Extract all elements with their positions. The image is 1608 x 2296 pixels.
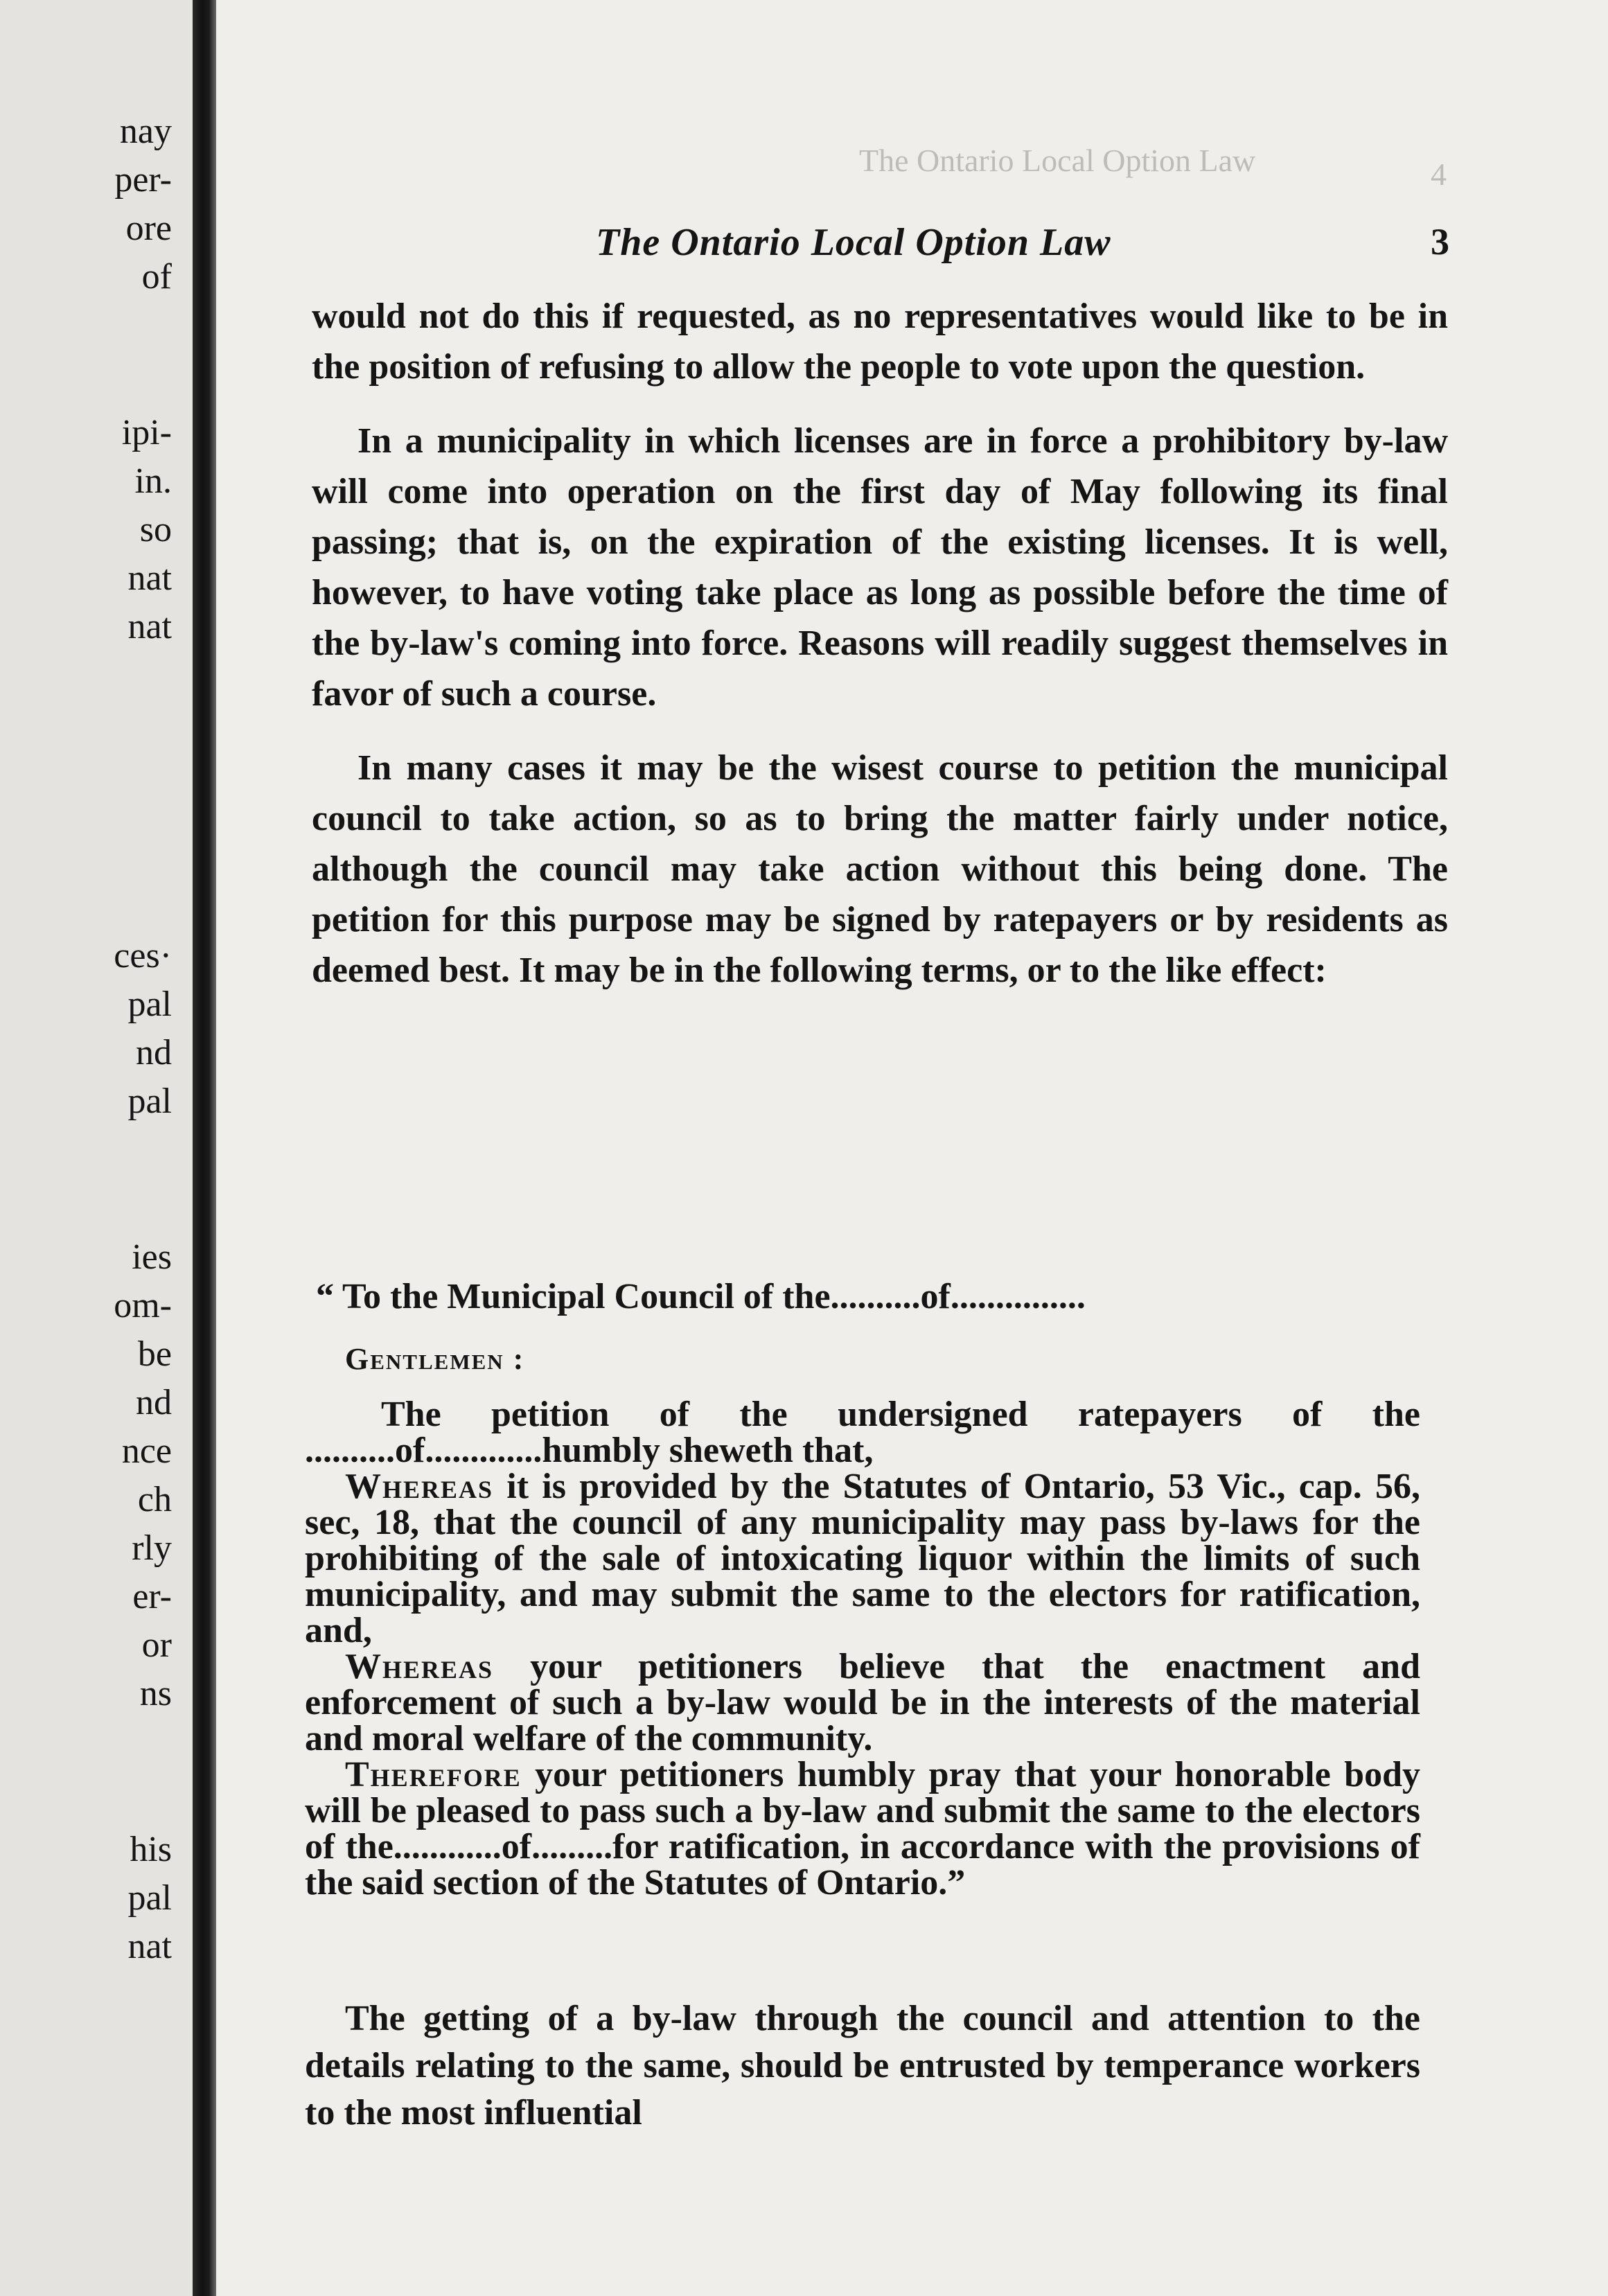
paragraph: The getting of a by-law through the council and attention to the details relating to the same, should be entrusted by temperance workers to the most influential <box>305 1999 1420 2132</box>
previous-page-fragment: om- <box>114 1286 172 1325</box>
previous-page-fragment: be <box>137 1334 172 1374</box>
previous-page-edge <box>0 0 193 2296</box>
clause-text: your petitioners believe that the enactment and enforcement of such a by-law would be in the interests of the material and moral welfare of the community. <box>305 1647 1420 1758</box>
previous-page-fragment: nce <box>121 1431 172 1471</box>
clause-keyword: Therefore <box>345 1755 522 1794</box>
page-title: The Ontario Local Option Law <box>596 221 1111 264</box>
previous-page-fragment: nat <box>127 607 172 646</box>
previous-page-fragment: pal <box>127 1081 172 1121</box>
previous-page-fragment: ipi- <box>121 413 172 452</box>
previous-page-fragment: or <box>141 1625 172 1665</box>
previous-page-fragment: rly <box>132 1528 172 1568</box>
paragraph: would not do this if requested, as no representatives would like to be in the position of refusing to allow the people to vote upon the question. <box>312 297 1448 387</box>
petition-form <box>305 1279 1420 1901</box>
clause-keyword: Whereas <box>345 1647 494 1686</box>
running-header <box>596 220 1449 265</box>
previous-page-fragment: ore <box>125 209 172 248</box>
clause-text: your petitioners humbly pray that your honorable body will be pleased to pass such a by-law and submit the same to the electors of the............of.........for ratification, in accordance with the provisions of the said section of the Statutes of Ontario.” <box>305 1755 1420 1902</box>
previous-page-fragment: pal <box>127 984 172 1024</box>
book-gutter <box>193 0 216 2296</box>
previous-page-fragment: nay <box>119 112 172 151</box>
previous-page-fragment: er- <box>132 1577 172 1616</box>
paragraph: In many cases it may be the wisest course to petition the municipal council to take action, so as to bring the matter fairly under notice, although the council may take action without this being done. The petition for this purpose may be signed by ratepayers or by residents as deemed best. It may be in the following terms, or to the like effect: <box>312 748 1448 990</box>
paragraph: In a municipality in which licenses are in force a prohibitory by-law will come into operation on the first day of May following its final passing; that is, on the expiration of the existing licenses. It is well, however, to have voting take place as long as possible before the time of the by-law's coming into force. Reasons will readily suggest themselves in favor of such a course. <box>312 421 1448 714</box>
previous-page-fragment: pal <box>127 1878 172 1918</box>
clause-text: it is provided by the Statutes of Ontario, 53 Vic., cap. 56, sec, 18, that the council of any municipality may pass by-laws for the prohibiting of the sale of intoxicating liquor within the limits of such municipality, and may submit the same to the electors for ratification, and, <box>305 1467 1420 1650</box>
previous-page-fragment: his <box>130 1830 172 1869</box>
clause-keyword: Whereas <box>345 1467 494 1506</box>
petition-lead: The petition of the undersigned ratepayers of the ..........of.............humbly sheweth that, <box>305 1395 1420 1470</box>
petition-clause <box>305 1649 1420 1757</box>
petition-salutation: Gentlemen : <box>345 1342 525 1376</box>
bleed-through-page-number: 4 <box>1431 157 1447 192</box>
previous-page-fragment: nd <box>136 1033 172 1072</box>
previous-page-fragment: per- <box>114 160 172 200</box>
petition-clause <box>305 1757 1420 1901</box>
main-text <box>312 291 1448 996</box>
bleed-through-header: The Ontario Local Option Law <box>859 143 1256 178</box>
petition-clause <box>305 1469 1420 1649</box>
page-number: 3 <box>1431 221 1449 263</box>
petition-address: “ To the Municipal Council of the..........of............... <box>316 1277 1086 1316</box>
previous-page-fragment: of <box>141 257 172 297</box>
previous-page-fragment: so <box>139 510 172 549</box>
previous-page-fragment: ies <box>132 1237 172 1277</box>
previous-page-fragment: ch <box>137 1480 172 1519</box>
previous-page-fragment: nat <box>127 1927 172 1966</box>
previous-page-fragment: ces· <box>114 936 172 975</box>
previous-page-fragment: ns <box>139 1674 172 1713</box>
previous-page-fragment: nat <box>127 558 172 598</box>
previous-page-fragment: nd <box>136 1383 172 1422</box>
previous-page-fragment: in. <box>134 461 172 501</box>
closing-paragraph <box>305 1995 1420 2137</box>
